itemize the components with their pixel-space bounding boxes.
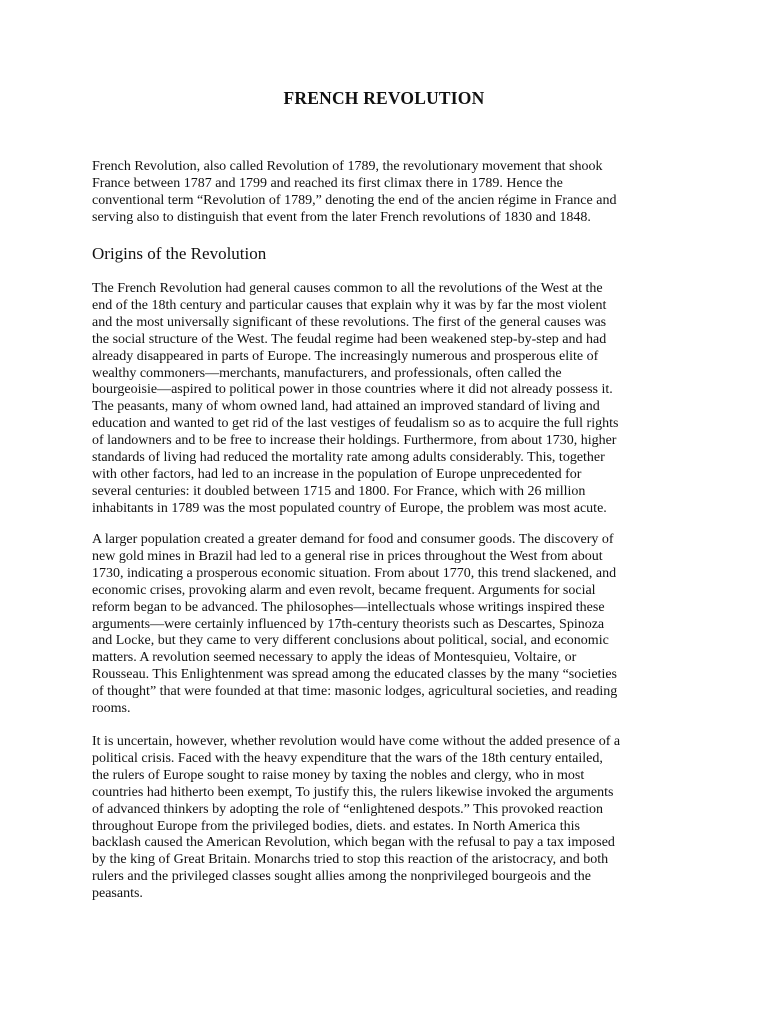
text-line: matters. A revolution seemed necessary to apply the ideas of Montesquieu, Voltaire, or (92, 650, 577, 666)
text-line: A larger population created a greater demand for food and consumer goods. The discovery of (92, 532, 614, 547)
document-title: FRENCH REVOLUTION (283, 88, 485, 108)
text-line: serving also to distinguish that event from the later French revolutions of 1830 and 1848. (92, 209, 591, 225)
text-line: political crisis. Faced with the heavy expenditure that the wars of the 18th century entailed, (92, 750, 603, 766)
text-line: rooms. (92, 701, 131, 717)
text-line: and the most universally significant of these revolutions. The first of the general causes was (92, 314, 607, 330)
text-line: wealthy commoners—merchants, manufacturers, and professionals, often called the (92, 365, 562, 381)
intro-paragraph (92, 159, 686, 227)
text-line: education and wanted to get rid of the last vestiges of feudalism so as to acquire the full rights (92, 416, 619, 432)
origins-paragraph-1 (92, 281, 686, 518)
text-line: by the king of Great Britain. Monarchs tried to stop this reaction of the aristocracy, and both (92, 852, 609, 868)
text-line: The peasants, many of whom owned land, had attained an improved standard of living and (92, 399, 600, 415)
text-line: conventional term “Revolution of 1789,” denoting the end of the ancien régime in France and (92, 192, 617, 208)
origins-paragraph-3 (92, 734, 686, 903)
text-line: The French Revolution had general causes common to all the revolutions of the West at the (92, 281, 603, 296)
text-line: reform began to be advanced. The philosophes—intellectuals whose writings inspired these (92, 599, 605, 615)
text-line: of landowners and to be free to increase their holdings. Furthermore, from about 1730, higher (92, 433, 617, 449)
text-line: the social structure of the West. The feudal regime had been weakened step-by-step and had (92, 331, 607, 347)
text-line: already disappeared in parts of Europe. The increasingly numerous and prosperous elite of (92, 348, 599, 364)
text-line: with other factors, had led to an increase in the population of Europe unprecedented for (92, 466, 582, 482)
text-line: inhabitants in 1789 was the most populated country of Europe, the problem was most acute. (92, 500, 607, 516)
text-line: of thought” that were founded at that time: masonic lodges, agricultural societies, and reading (92, 684, 618, 700)
text-line: 1730, indicating a prosperous economic situation. From about 1770, this trend slackened, and (92, 565, 617, 581)
text-line: throughout Europe from the privileged bodies, diets. and estates. In North America this (92, 818, 580, 834)
text-line: the rulers of Europe sought to raise money by taxing the nobles and clergy, who in most (92, 767, 585, 783)
text-line: arguments—were certainly influenced by 17th-century theorists such as Descartes, Spinoza (92, 616, 605, 632)
text-line: end of the 18th century and particular causes that explain why it was by far the most violent (92, 297, 607, 313)
origins-paragraph-2 (92, 532, 686, 718)
text-line: several centuries: it doubled between 1715 and 1800. For France, which with 26 million (92, 483, 586, 499)
text-line: rulers and the privileged classes sought allies among the nonprivileged bourgeois and the (92, 869, 591, 885)
text-line: and Locke, but they came to very different conclusions about political, social, and economic (92, 633, 609, 649)
text-line: new gold mines in Brazil had led to a general rise in prices throughout the West from about (92, 548, 603, 564)
text-line: It is uncertain, however, whether revolution would have come without the added presence of a (92, 734, 621, 749)
text-line: peasants. (92, 886, 143, 902)
text-line: Rousseau. This Enlightenment was spread among the educated classes by the many “societies (92, 667, 617, 683)
text-line: France between 1787 and 1799 and reached its first climax there in 1789. Hence the (92, 175, 563, 191)
text-line: of advanced thinkers by adopting the role of “enlightened despots.” This provoked reaction (92, 801, 603, 817)
section-heading: Origins of the Revolution (92, 244, 267, 263)
text-line: standards of living had reduced the mortality rate among adults considerably. This, together (92, 450, 605, 466)
text-line: backlash caused the American Revolution, which began with the refusal to pay a tax imposed (92, 835, 615, 851)
text-line: economic crises, provoking alarm and even revolt, became frequent. Arguments for social (92, 582, 596, 598)
text-line: French Revolution, also called Revolution of 1789, the revolutionary movement that shook (92, 159, 603, 174)
text-line: countries had hitherto been exempt, To justify this, the rulers likewise invoked the arguments (92, 784, 614, 800)
text-line: bourgeoisie—aspired to political power in those countries where it did not already possess it. (92, 382, 613, 398)
